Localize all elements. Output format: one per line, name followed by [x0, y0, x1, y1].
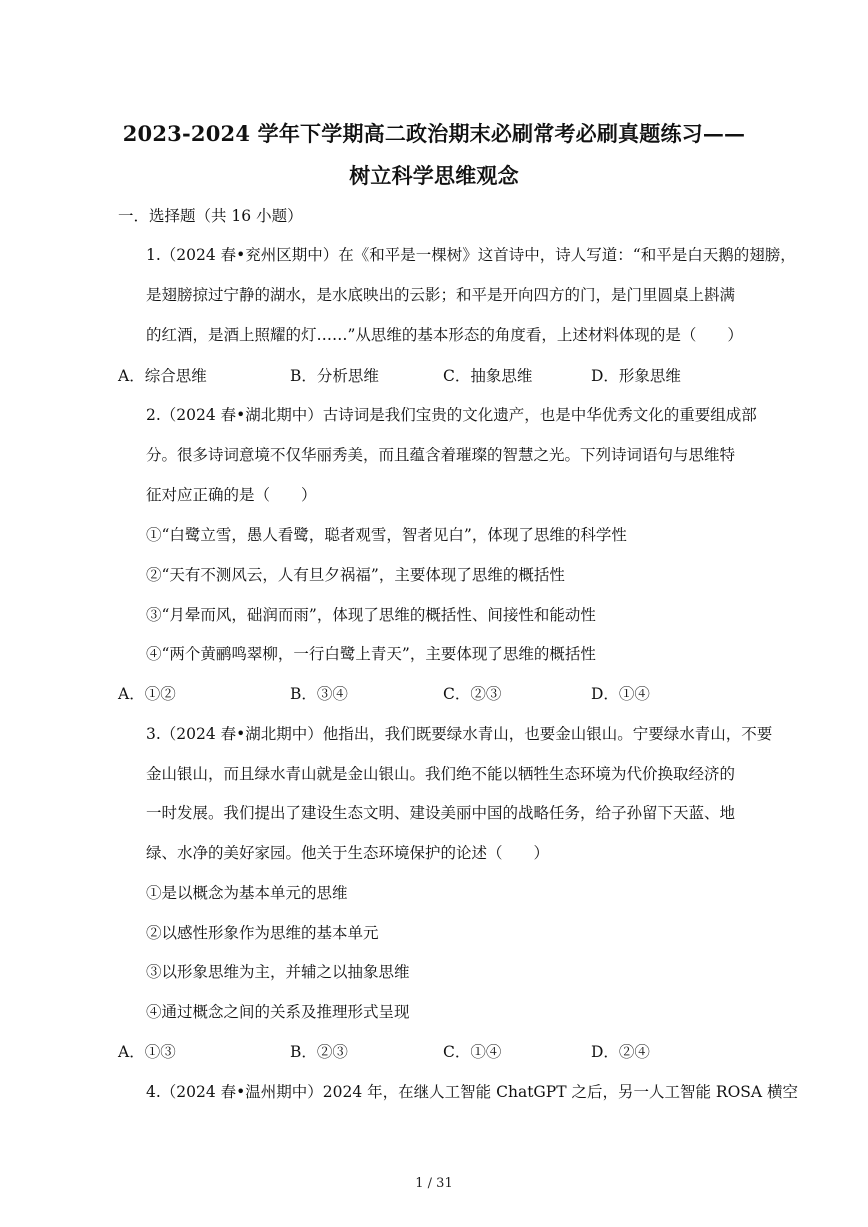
q3-option-d[interactable]: D．②④: [591, 1043, 650, 1061]
q1-option-c[interactable]: C．抽象思维: [443, 367, 533, 385]
q1-option-b[interactable]: B．分析思维: [290, 367, 379, 385]
page-number: 1 / 31: [415, 1176, 453, 1191]
q3-item-4: ④通过概念之间的关系及推理形式呈现: [146, 1003, 410, 1021]
q2-option-d[interactable]: D．①④: [591, 685, 650, 703]
q1-line-2: 是翅膀掠过宁静的湖水，是水底映出的云影；和平是开向四方的门，是门里圆桌上斟满: [146, 286, 736, 304]
q2-option-a[interactable]: A．①②: [118, 685, 176, 703]
q2-item-1: ①“白鹭立雪，愚人看鹭，聪者观雪，智者见白”，体现了思维的科学性: [146, 526, 627, 544]
q1-line-3: 的红酒，是酒上照耀的灯……”从思维的基本形态的角度看，上述材料体现的是（ ）: [146, 326, 743, 344]
q2-line-2: 分。很多诗词意境不仅华丽秀美，而且蕴含着璀璨的智慧之光。下列诗词语句与思维特: [146, 446, 736, 464]
document-title-line1: 2023-2024 学年下学期高二政治期末必刷常考必刷真题练习——: [122, 121, 746, 146]
q3-line-2: 金山银山，而且绿水青山就是金山银山。我们绝不能以牺牲生态环境为代价换取经济的: [146, 765, 736, 783]
q2-line-1: 2.（2024 春•湖北期中）古诗词是我们宝贵的文化遗产，也是中华优秀文化的重要组成部: [146, 406, 757, 424]
q3-option-a[interactable]: A．①③: [118, 1043, 176, 1061]
q1-line-1: 1.（2024 春•兖州区期中）在《和平是一棵树》这首诗中，诗人写道：“和平是白天鹅的翅膀，: [146, 246, 796, 264]
q4-line-1: 4.（2024 春•温州期中）2024 年，在继人工智能 ChatGPT 之后，另一人工智能 ROSA 横空: [146, 1083, 799, 1101]
q2-option-b[interactable]: B．③④: [290, 685, 348, 703]
q1-option-d[interactable]: D．形象思维: [591, 367, 681, 385]
q3-item-1: ①是以概念为基本单元的思维: [146, 884, 348, 902]
q1-option-a[interactable]: A．综合思维: [118, 367, 207, 385]
section-heading: 一．选择题（共 16 小题）: [118, 207, 303, 225]
q2-item-2: ②“天有不测风云，人有旦夕祸福”，主要体现了思维的概括性: [146, 566, 565, 584]
q3-option-b[interactable]: B．②③: [290, 1043, 348, 1061]
q2-item-3: ③“月晕而风，础润而雨”，体现了思维的概括性、间接性和能动性: [146, 606, 596, 624]
q3-line-1: 3.（2024 春•湖北期中）他指出，我们既要绿水青山，也要金山银山。宁要绿水青山，不要: [146, 725, 773, 743]
q2-line-3: 征对应正确的是（ ）: [146, 486, 317, 504]
q2-item-4: ④“两个黄鹂鸣翠柳，一行白鹭上青天”，主要体现了思维的概括性: [146, 645, 596, 663]
q3-option-c[interactable]: C．①④: [443, 1043, 502, 1061]
document-title-line2: 树立科学思维观念: [349, 163, 519, 188]
q3-line-4: 绿、水净的美好家园。他关于生态环境保护的论述（ ）: [146, 844, 550, 862]
q3-item-3: ③以形象思维为主，并辅之以抽象思维: [146, 963, 410, 981]
q3-line-3: 一时发展。我们提出了建设生态文明、建设美丽中国的战略任务，给子孙留下天蓝、地: [146, 804, 736, 822]
q3-item-2: ②以感性形象作为思维的基本单元: [146, 924, 379, 942]
q2-option-c[interactable]: C．②③: [443, 685, 502, 703]
